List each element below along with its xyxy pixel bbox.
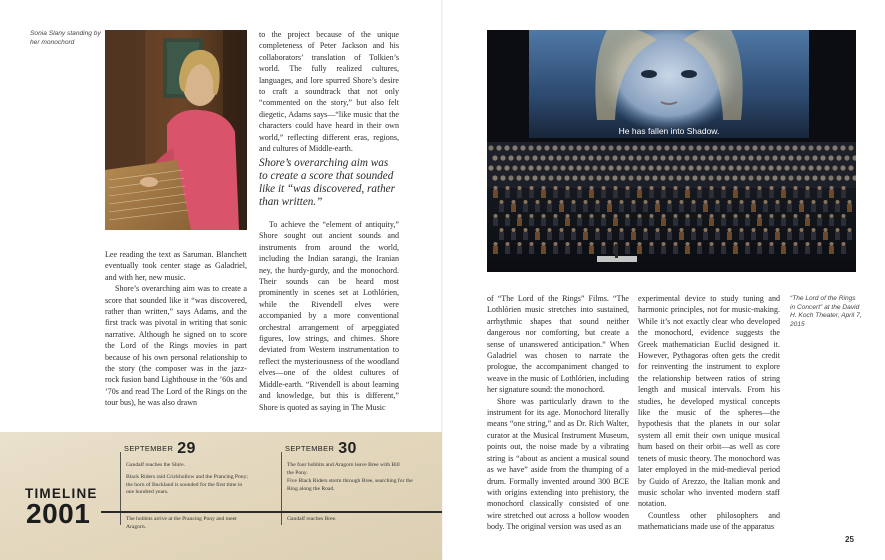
timeline-tick [120, 513, 121, 525]
timeline-tick [281, 513, 282, 525]
article-column-left-1 [105, 249, 247, 409]
photo-sonia-illustration [105, 30, 247, 230]
timeline-date [285, 440, 357, 458]
paragraph: To achieve the “element of antiquity,” Shore sought out ancient sounds and instruments from around the world, including the Indian sarangi, the Iranian ney, the hurdy-gurdy, and the monochord. Their sounds can be heard most prominently in scenes set at Lothlórien, while the Rivendell elves were accompanied by a more conventional orchestral arrangement of arpeggiated figures, low strings, and chimes. Shore deviated from Western instrumentation to reflect the mysteriousness of the woodland elves—one of the oldest cultures of Middle-earth. “Rivendell is about learning and knowledge, but this is different,” Shore is quoted as saying in The Music [259, 220, 399, 412]
screen-subtitle: He has fallen into Shadow. [618, 126, 720, 136]
timeline-entry: Gandalf reaches Bree. [287, 516, 337, 522]
timeline-day: 29 [177, 440, 196, 457]
timeline-entry: Black Riders raid Crickhollow and the Prancing Pony; the horn of Buckland is sounded for the first time in one hundred years. [126, 474, 248, 496]
timeline-year: 2001 [26, 498, 91, 529]
article-column-left-2-top [259, 29, 399, 154]
timeline-day: 30 [338, 440, 357, 457]
paragraph: experimental device to study tuning and harmonic principles, not for music-making. While it’s not exactly clear who developed the monochord, evidence suggests the Greek mathematician Euclid designed it. However, Pythagoras often gets the credit for reinventing the instrument to explore the relationship between ratios of string length and musical intervals. From his studies, he developed mystical concepts like the music of the spheres—the hypothesis that the planets in our solar system all emit their own unique musical hum based on their orbit—as well as core tenets of music theory. The monochord was later employed in the mid-medieval period by Guido of Arezzo, the Italian monk and music scholar who invented modern staff notation. [638, 294, 780, 509]
timeline-entry: The four hobbits and Aragorn leave Bree with Bill the Pony. [287, 462, 400, 476]
timeline-entry: Five Black Riders storm through Bree, searching for the Ring along the Road. [287, 478, 413, 492]
photo-caption-concert: “The Lord of the Rings in Concert” at the David H. Koch Theater, April 7, 2015 [790, 295, 862, 328]
article-column-right-1 [487, 293, 629, 533]
timeline-date [124, 440, 196, 458]
timeline-month: SEPTEMBER [285, 444, 335, 453]
photo-concert-illustration [487, 30, 856, 272]
timeline-tick [281, 452, 282, 511]
paragraph: to the project because of the unique completeness of Peter Jackson and his collaborators’ translation of Tolkien’s world. The fully realized cultures, languages, and lore spurred Shore’s desire to craft a soundtrack that not only “commented on the story,” but also felt diegetic, Adams says—“like music that the characters could have heard in their own world,” reflecting different eras, regions, and cultures of Middle-earth. [259, 30, 399, 154]
paragraph: Countless other philosophers and mathematicians made use of the apparatus [638, 510, 780, 532]
timeline-tick [120, 452, 121, 511]
paragraph: Shore was particularly drawn to the instrument for its age. Monochord literally means “one string,” and as Dr. Rich Walter, curator at the Musical Instrument Museum, points out, the noise made by a vibrating string is “about as ancient a musical sound as we have” aside from the thumping of a drum. Formally invented around 300 BCE with origins extending into prehistory, the monochord classically consisted of one wire stretched out across a hollow wooden body. The original version was used as an [487, 396, 629, 532]
paragraph: Lee reading the text as Saruman. Blanchett eventually took center stage as Galadriel, and with her, new music. [105, 250, 247, 282]
timeline-month: SEPTEMBER [124, 444, 174, 453]
paragraph: Shore’s overarching aim was to create a score that sounded like it “was discovered, rather than written,” says Adams, and the first track was pivotal in writing that sonic narrative. Although he signed on to score the Lord of the Rings movies in part because of his own personal relationship to the story (the composer was in the jazz-rock fusion band Lighthouse in the ’60s and ’70s and read The Lord of the Rings on the tour bus), he was also drawn [105, 284, 247, 408]
photo-sonia-slany [105, 30, 247, 230]
timeline-heading: TIMELINE [25, 486, 98, 501]
photo-caption-sonia: Sonia Slany standing by her monochord [30, 30, 101, 46]
paragraph: of “The Lord of the Rings” Films. “The Lothlórien music stretches into sustained, arrhythmic shapes that sound neither dangerous nor comforting, but create a sense of unanswered anticipation.” When Galadriel was chosen to narrate the prologue, the accompaniment changed to weave in the music of Lothlórien, including her signature sound: the monochord. [487, 294, 629, 395]
article-column-left-2-bottom [259, 219, 399, 413]
timeline-axis [101, 511, 442, 513]
article-column-right-2 [638, 293, 780, 533]
pull-quote: Shore’s overarching aim was to create a score that sounded like it “was discovered, rather than written.” [259, 157, 395, 208]
timeline-panel [0, 432, 442, 560]
page-number: 25 [845, 535, 854, 544]
photo-concert [487, 30, 856, 272]
timeline-entry: Gandalf reaches the Shire. [126, 462, 186, 468]
timeline-entry: The hobbits arrive at the Prancing Pony and meet Aragorn. [126, 516, 237, 530]
